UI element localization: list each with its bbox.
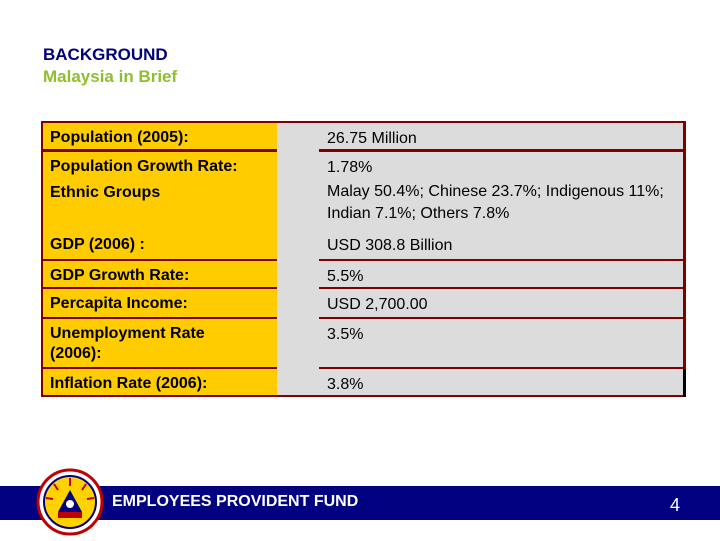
footer-band (0, 486, 720, 520)
row-label-gdp: GDP (2006) : (43, 230, 277, 259)
row-value-gdp-growth: 5.5% (319, 261, 683, 287)
row-label-inflation: Inflation Rate (2006): (43, 369, 277, 395)
table-gap-column (277, 123, 319, 395)
row-value-population: 26.75 Million (319, 123, 683, 149)
kwsp-emblem-icon (36, 468, 104, 536)
row-label-population-growth: Population Growth Rate: (43, 152, 277, 178)
row-value-gdp: USD 308.8 Billion (319, 230, 683, 259)
facts-table (41, 121, 686, 397)
row-label-population: Population (2005): (43, 123, 277, 149)
footer-organization: EMPLOYEES PROVIDENT FUND (112, 493, 359, 510)
row-value-percapita: USD 2,700.00 (319, 289, 683, 317)
page-number: 4 (670, 495, 681, 515)
footer (0, 464, 720, 540)
row-label-unemployment: Unemployment Rate (2006): (43, 319, 277, 367)
row-label-percapita: Percapita Income: (43, 289, 277, 317)
row-label-ethnic-groups: Ethnic Groups (43, 178, 277, 230)
table-edge-divider (683, 369, 686, 397)
row-label-gdp-growth: GDP Growth Rate: (43, 261, 277, 287)
subtitle-malaysia-in-brief: Malaysia in Brief (43, 67, 178, 86)
row-value-population-growth: 1.78% (319, 152, 683, 178)
row-value-ethnic-groups: Malay 50.4%; Chinese 23.7%; Indigenous 11%; Indian 7.1%; Others 7.8% (319, 178, 683, 230)
page-title (43, 44, 177, 88)
row-value-unemployment: 3.5% (319, 319, 683, 367)
row-value-inflation: 3.8% (319, 369, 683, 395)
title-background: BACKGROUND (43, 45, 168, 64)
